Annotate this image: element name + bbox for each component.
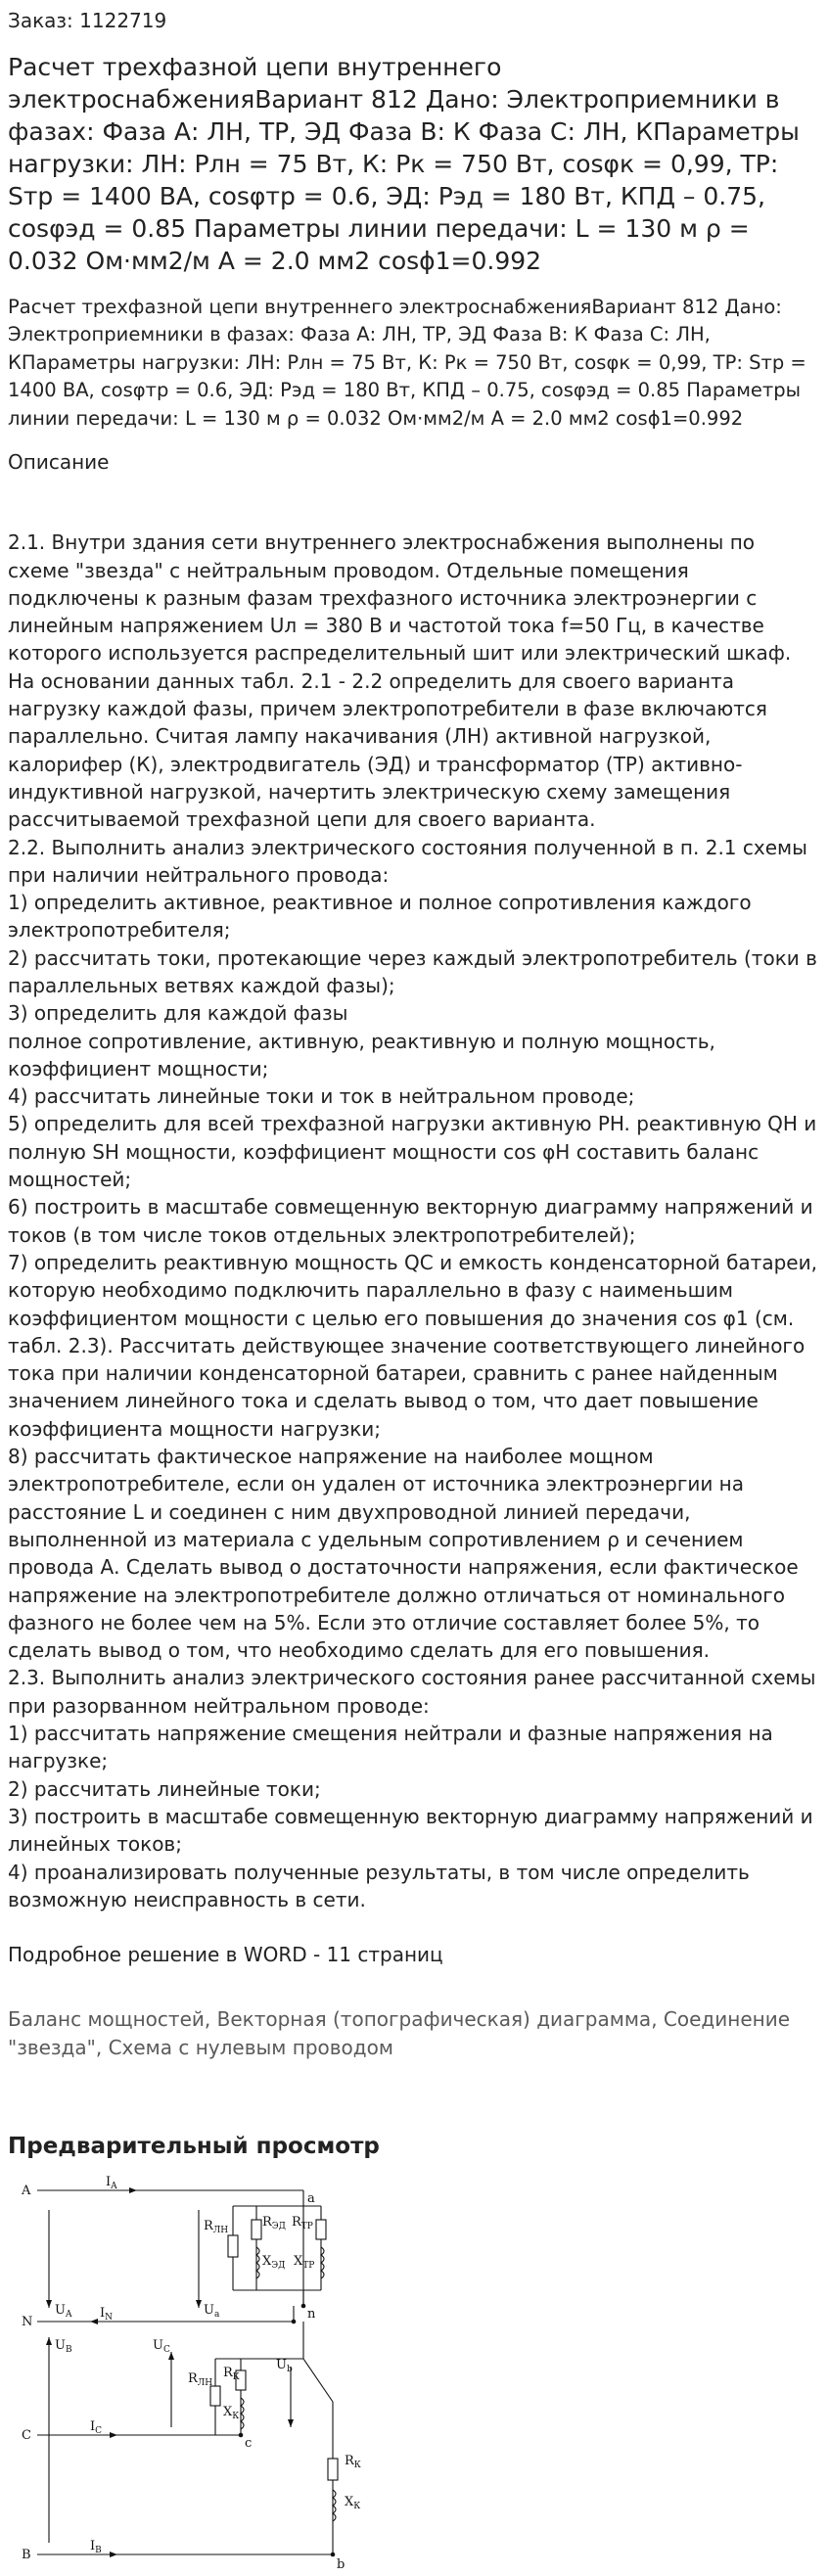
component-label: $X_К$ [223, 2405, 240, 2421]
tag-separator: , [204, 2007, 217, 2032]
description-paragraph: 3) построить в масштабе совмещенную векторную диаграмму напряжений и линейных токов; [8, 1804, 813, 1857]
component-label: $R_{ЭД}$ [262, 2215, 286, 2231]
tag-list [8, 2005, 820, 2061]
description-paragraph: 7) определить реактивную мощность QC и емкость конденсаторной батареи, которую необходимо подключить параллельно в фазу с наименьшим коэффициентом мощности с целью его повышения до значения cos φ1 (см. табл. 2.3). Рассчитать действующее значение соответствующего линейного тока при наличии конденсаторной батареи, сравнить с ранее найденным значением линейного тока и сделать вывод о том, что дает повышение коэффициента мощности нагрузки; [8, 1250, 817, 1441]
current-label: $I_C$ [90, 2419, 103, 2436]
node-label: n [307, 2307, 316, 2322]
tag-link[interactable]: Векторная (топографическая) диаграмма [216, 2007, 652, 2032]
tag-link[interactable]: Схема с нулевым проводом [108, 2035, 393, 2059]
current-label: $I_B$ [90, 2539, 102, 2555]
component-label: $R_К$ [223, 2366, 240, 2382]
current-label: $I_A$ [106, 2175, 117, 2191]
preview-heading: Предварительный просмотр [8, 2134, 380, 2159]
tag-link[interactable]: Баланс мощностей [8, 2007, 205, 2032]
tag-link[interactable]: Соединение "звезда" [8, 2007, 790, 2059]
component-label: $R_{ТР}$ [292, 2215, 313, 2231]
component-label: $R_{ЛН}$ [188, 2371, 213, 2388]
description-paragraph: 2.3. Выполнить анализ электрического состояния ранее рассчитанной схемы при разорванном нейтральном проводе: [8, 1666, 816, 1718]
description-paragraph: 5) определить для всей трехфазной нагрузки активную PH. реактивную QH и полную SH мощности, коэффициент мощности cos φН составить баланс мощностей; [8, 1112, 817, 1192]
component-label: $X_{ТР}$ [294, 2254, 315, 2271]
description-paragraph: 3) определить для каждой фазы [8, 1001, 348, 1026]
description-label: Описание [8, 450, 110, 475]
solution-note: Подробное решение в WORD - 11 страниц [8, 1943, 443, 1967]
voltage-label: $U_C$ [153, 2338, 170, 2355]
page-content [8, 0, 820, 2061]
description-paragraph: 2.2. Выполнить анализ электрического состояния полученной в п. 2.1 схемы при наличии нейтрального провода: [8, 835, 807, 887]
circuit-schematic [10, 2171, 372, 2576]
node-label: N [22, 2315, 33, 2329]
page-subtitle: Расчет трехфазной цепи внутреннего электроснабженияВариант 812 Дано: Электроприемники в фазах: Фаза А: ЛН, ТР, ЭД Фаза В: К Фаза С: ЛН, КПараметры нагрузки: ЛН: Pлн = 75 Вт, К: Pк = 750 Вт, cosφк = 0,99, ТР: Sтр = 1400 ВА, cosφтр = 0.6, ЭД: Pэд = 180 Вт, КПД – 0.75, cosφэд = 0.85 Параметры линии передачи: L = 130 м ρ = 0.032 Ом·мм2/м A = 2.0 мм2 cosϕ1=0.992 [8, 295, 806, 430]
voltage-label: $U_a$ [204, 2303, 220, 2320]
current-label: $I_N$ [100, 2306, 114, 2323]
node-label: B [22, 2548, 31, 2562]
description-paragraph: 4) рассчитать линейные токи и ток в нейтральном проводе; [8, 1084, 635, 1109]
description-paragraph: полное сопротивление, активную, реактивную и полную мощность, коэффициент мощности; [8, 1029, 715, 1081]
order-number: Заказ: 1122719 [8, 9, 167, 32]
page-title: Расчет трехфазной цепи внутреннего электроснабженияВариант 812 Дано: Электроприемники в фазах: Фаза А: ЛН, ТР, ЭД Фаза В: К Фаза С: ЛН, КПараметры нагрузки: ЛН: Pлн = 75 Вт, К: Pк = 750 Вт, cosφк = 0,99, ТР: Sтр = 1400 ВА, cosφтр = 0.6, ЭД: Pэд = 180 Вт, КПД – 0.75, cosφэд = 0.85 Параметры линии передачи: L = 130 м ρ = 0.032 Ом·мм2/м A = 2.0 мм2 cosϕ1=0.992 [8, 53, 800, 275]
tag-separator: , [95, 2035, 109, 2059]
description-paragraph: 2.1. Внутри здания сети внутреннего электроснабжения выполнены по схеме "звезда" с нейтральным проводом. Отдельные помещения подключены к разным фазам трехфазного источника электроэнергии с линейным напряжением Uл = 380 В и частотой тока f=50 Гц, в качестве которого используется распределительный шит или электрический шкаф. На основании данных табл. 2.1 - 2.2 определить для своего варианта нагрузку каждой фазы, причем электропотребители в фазе включаются параллельно. Считая лампу накачивания (ЛН) активной нагрузкой, калорифер (К), электродвигатель (ЭД) и трансформатор (ТР) активно-индуктивной нагрузкой, начертить электрическую схему замещения рассчитываемой трехфазной цепи для своего варианта. [8, 530, 792, 832]
description-paragraph: 4) проанализировать полученные результаты, в том числе определить возможную неисправность в сети. [8, 1860, 750, 1911]
description-body [8, 501, 820, 1996]
node-label: C [22, 2428, 31, 2443]
voltage-label: $U_A$ [55, 2303, 72, 2320]
node-label: A [22, 2184, 31, 2198]
component-label: $X_К$ [345, 2495, 361, 2511]
tag-separator: , [651, 2007, 664, 2032]
component-label: $R_К$ [345, 2454, 361, 2470]
voltage-label: $U_b$ [276, 2358, 293, 2374]
component-label: $X_{ЭД}$ [262, 2254, 286, 2271]
node-label: b [337, 2557, 345, 2572]
description-paragraph: 1) рассчитать напряжение смещения нейтрали и фазные напряжения на нагрузке; [8, 1722, 773, 1773]
node-label: c [245, 2436, 253, 2451]
node-label: a [307, 2191, 315, 2206]
component-label: $R_{ЛН}$ [204, 2219, 229, 2235]
description-paragraph: 8) рассчитать фактическое напряжение на наиболее мощном электропотребителе, если он удален от источника электроэнергии на расстояние L и соединен с ним двухпроводной линией передачи, выполненной из материала с удельным сопротивлением ρ и сечением провода А. Сделать вывод о достаточности напряжения, если фактическое напряжение на электропотребителе должно отличаться от номинального фазного не более чем на 5%. Если это отличие составляет более 5%, то сделать вывод о том, что необходимо сделать для его повышения. [8, 1445, 799, 1663]
description-paragraph: 2) рассчитать токи, протекающие через каждый электропотребитель (токи в параллельных ветвях каждой фазы); [8, 945, 817, 997]
description-paragraph: 1) определить активное, реактивное и полное сопротивления каждого электропотребителя; [8, 891, 752, 943]
description-paragraph: 6) построить в масштабе совмещенную векторную диаграмму напряжений и токов (в том числе токов отдельных электропотребителей); [8, 1195, 813, 1247]
description-paragraph: 2) рассчитать линейные токи; [8, 1776, 321, 1801]
voltage-label: $U_B$ [55, 2338, 72, 2355]
